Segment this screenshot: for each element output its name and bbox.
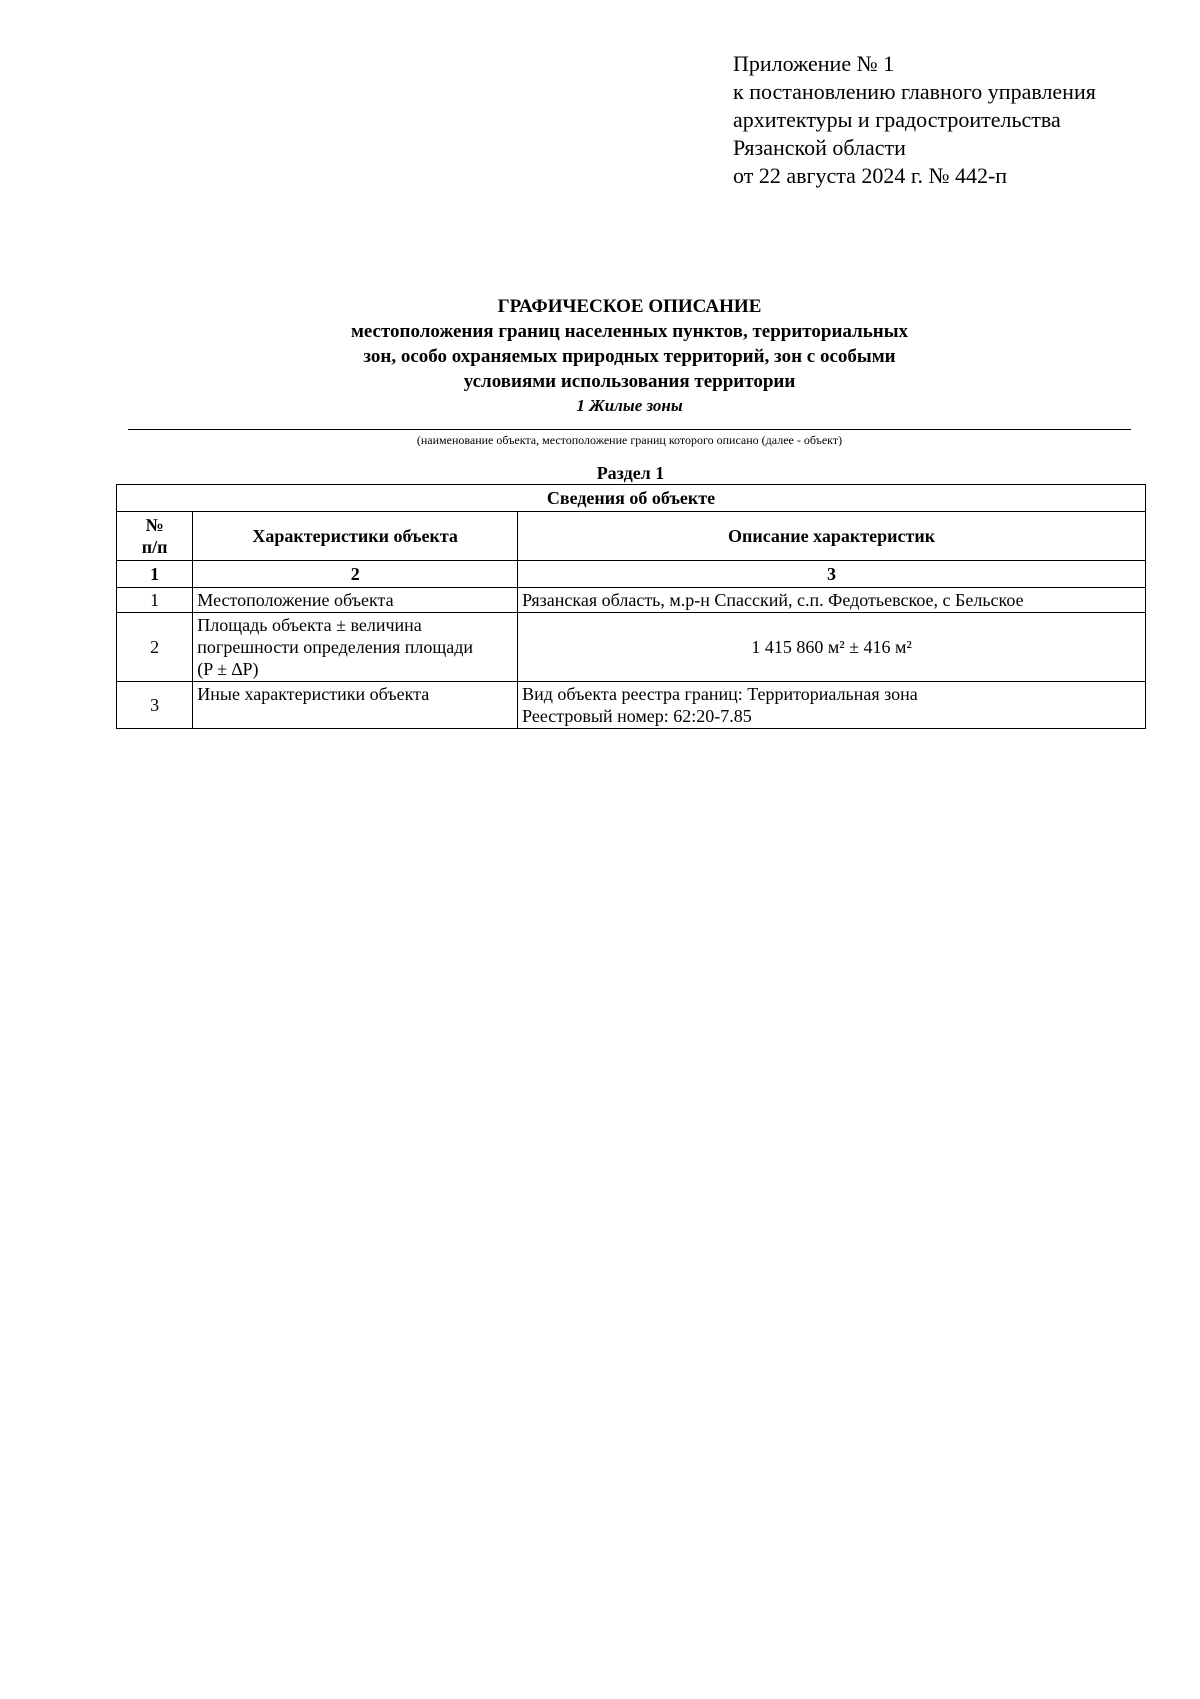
characteristic-line: Иные характеристики объекта xyxy=(197,684,430,704)
row-characteristic xyxy=(193,682,518,729)
column-number-row xyxy=(117,561,1146,588)
row-number: 2 xyxy=(117,613,193,682)
object-name-note: (наименование объекта, местоположение границ которого описано (далее - объект) xyxy=(416,433,843,447)
appendix-line: к постановлению главного управления xyxy=(733,79,1096,104)
table-header-row xyxy=(117,512,1146,561)
column-number: 2 xyxy=(193,561,518,588)
row-number: 3 xyxy=(117,682,193,729)
document-subtitle-line: местоположения границ населенных пунктов, территориальных xyxy=(350,321,909,342)
document-subtitle-line: зон, особо охраняемых природных территорий, зон с особыми xyxy=(363,346,896,367)
header-num xyxy=(117,512,193,561)
row-number: 1 xyxy=(117,588,193,613)
table-row xyxy=(117,613,1146,682)
document-subtitle-line: условиями использования территории xyxy=(463,371,796,392)
row-description xyxy=(518,588,1146,613)
description-line: Вид объекта реестра границ: Территориальная зона xyxy=(522,684,918,704)
table-row xyxy=(117,588,1146,613)
appendix-line: Приложение № 1 xyxy=(733,51,895,76)
appendix-block xyxy=(733,50,1096,190)
row-description xyxy=(518,613,1146,682)
row-characteristic xyxy=(193,588,518,613)
characteristic-line: (P ± ∆P) xyxy=(197,659,259,679)
object-name: 1 Жилые зоны xyxy=(576,396,683,415)
table-row xyxy=(117,682,1146,729)
table-caption: Сведения об объекте xyxy=(117,485,1146,512)
object-info-table xyxy=(116,484,1146,729)
column-number: 3 xyxy=(518,561,1146,588)
header-description: Описание характеристик xyxy=(518,512,1146,561)
column-number: 1 xyxy=(117,561,193,588)
section-title: Раздел 1 xyxy=(596,463,665,483)
appendix-line: от 22 августа 2024 г. № 442-п xyxy=(733,163,1008,188)
description-line: 1 415 860 м² ± 416 м² xyxy=(751,637,912,657)
header-num-line: № xyxy=(145,515,164,535)
row-description xyxy=(518,682,1146,729)
description-line: Рязанская область, м.р-н Спасский, с.п. Федотьевское, с Бельское xyxy=(522,590,1024,610)
characteristic-line: погрешности определения площади xyxy=(197,637,474,657)
underline-divider xyxy=(128,429,1131,430)
header-num-line: п/п xyxy=(141,537,168,557)
document-title: ГРАФИЧЕСКОЕ ОПИСАНИЕ xyxy=(497,296,762,317)
row-characteristic xyxy=(193,613,518,682)
characteristic-line: Местоположение объекта xyxy=(197,590,394,610)
characteristic-line: Площадь объекта ± величина xyxy=(197,615,422,635)
description-line: Реестровый номер: 62:20-7.85 xyxy=(522,706,752,726)
document-heading xyxy=(128,294,1131,418)
header-characteristic: Характеристики объекта xyxy=(193,512,518,561)
appendix-line: архитектуры и градостроительства xyxy=(733,107,1061,132)
table-caption-row xyxy=(117,485,1146,512)
appendix-line: Рязанской области xyxy=(733,135,906,160)
